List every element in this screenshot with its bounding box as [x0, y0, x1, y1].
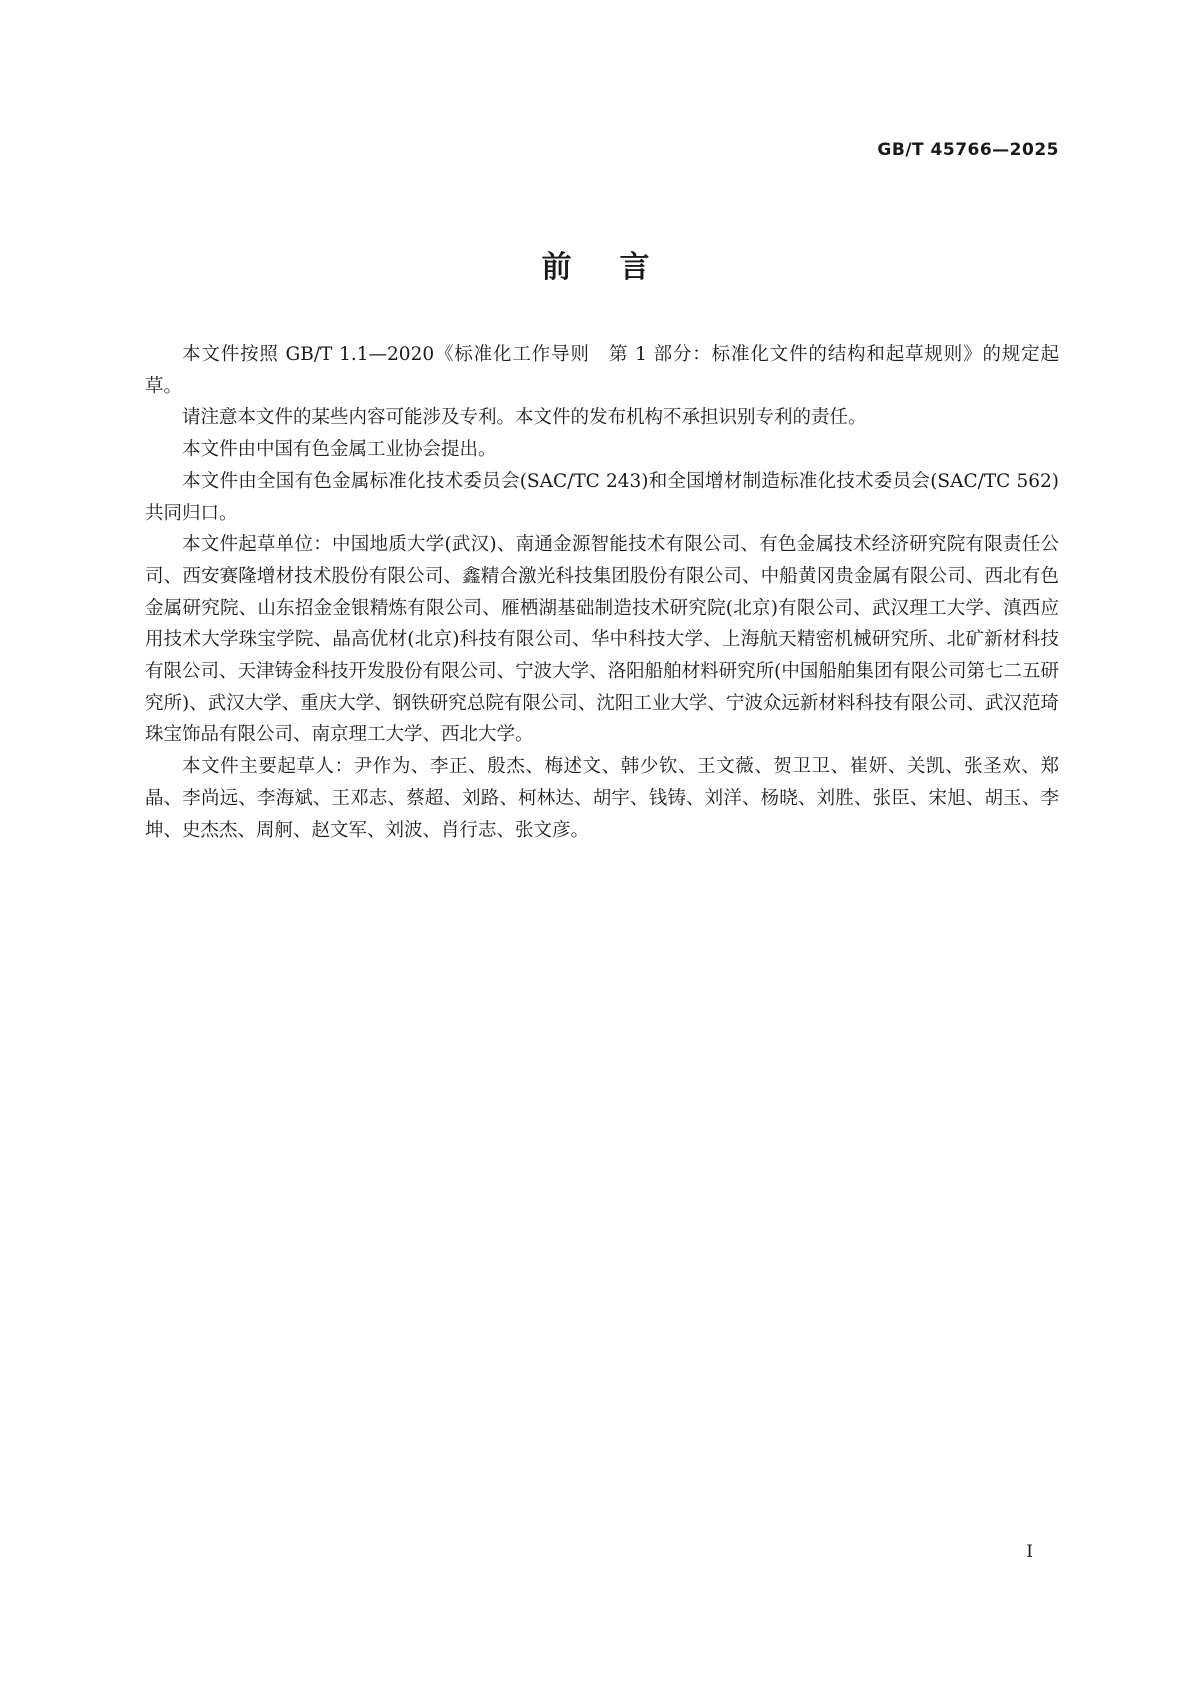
paragraph-proposer: 本文件由中国有色金属工业协会提出。 [182, 439, 497, 461]
paragraph-drafting-rules: 本文件按照 GB/T 1.1—2020《标准化工作导则 第 1 部分：标准化文件的结构和起草规则》的规定起草。 [145, 344, 1059, 397]
foreword-body [145, 339, 1059, 846]
paragraph-patent-notice: 请注意本文件的某些内容可能涉及专利。本文件的发布机构不承担识别专利的责任。 [182, 407, 867, 429]
paragraph-main-drafters: 本文件主要起草人：尹作为、李正、殷杰、梅述文、韩少钦、王文薇、贺卫卫、崔妍、关凯、张圣欢、郑晶、李尚远、李海斌、王邓志、蔡超、刘路、柯林达、胡宇、钱铸、刘洋、杨晓、刘胜、张臣、宋旭、胡玉、李坤、史杰杰、周舸、赵文军、刘波、肖行志、张文彦。 [145, 756, 1059, 841]
paragraph-drafting-units: 本文件起草单位：中国地质大学(武汉)、南通金源智能技术有限公司、有色金属技术经济研究院有限责任公司、西安赛隆增材技术股份有限公司、鑫精合激光科技集团股份有限公司、中船黄冈贵金属有限公司、西北有色金属研究院、山东招金金银精炼有限公司、雁栖湖基础制造技术研究院(北京)有限公司、武汉理工大学、滇西应用技术大学珠宝学院、晶高优材(北京)科技有限公司、华中科技大学、上海航天精密机械研究所、北矿新材科技有限公司、天津铸金科技开发股份有限公司、宁波大学、洛阳船舶材料研究所(中国船舶集团有限公司第七二五研究所)、武汉大学、重庆大学、钢铁研究总院有限公司、沈阳工业大学、宁波众远新材料科技有限公司、武汉范琦珠宝饰品有限公司、南京理工大学、西北大学。 [145, 534, 1059, 746]
standard-number: GB/T 45766—2025 [877, 140, 1059, 160]
paragraph-technical-committee: 本文件由全国有色金属标准化技术委员会(SAC/TC 243)和全国增材制造标准化技术委员会(SAC/TC 562)共同归口。 [145, 470, 1059, 524]
page-number: I [1026, 1542, 1033, 1562]
page-title: 前言 [541, 250, 698, 285]
